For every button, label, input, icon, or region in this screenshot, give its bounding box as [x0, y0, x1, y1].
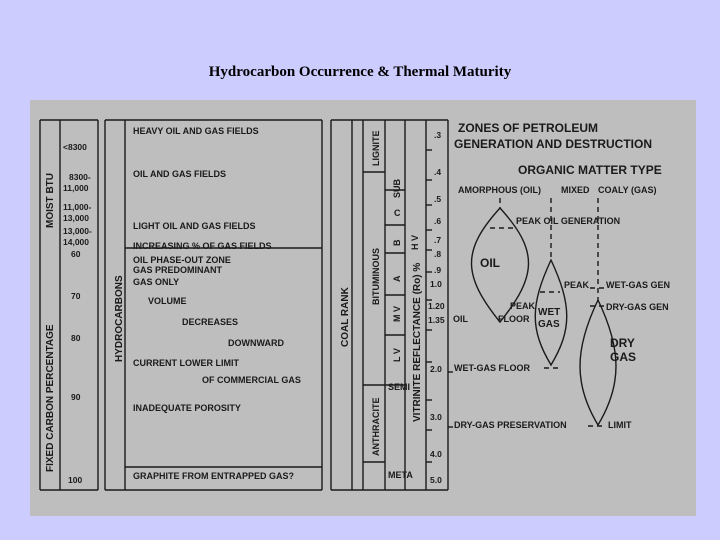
btu-value: 14,000 [63, 237, 89, 247]
ro-value: 1.0 [430, 279, 442, 289]
btu-value: <8300 [63, 142, 87, 152]
hc-entry: OF COMMERCIAL GAS [202, 375, 301, 385]
coal-b: B [392, 239, 402, 246]
fixed-carbon-axis-label: FIXED CARBON PERCENTAGE [45, 324, 56, 472]
ro-value: .7 [434, 235, 442, 245]
wet-gas-gen-label: WET-GAS GEN [606, 280, 671, 290]
wet-gas-floor-label: WET-GAS FLOOR [454, 363, 530, 373]
hc-entry: DECREASES [182, 317, 239, 327]
ro-value: .3 [434, 130, 442, 140]
wet-gas-label: GAS [538, 319, 560, 330]
ro-value: .4 [434, 167, 442, 177]
fixed-carbon-value: 90 [71, 392, 81, 402]
ro-value: 1.20 [428, 301, 445, 311]
coal-bituminous: BITUMINOUS [371, 248, 381, 305]
coal-lv: L V [392, 348, 402, 362]
ro-value: 5.0 [430, 475, 442, 485]
hc-entry: GAS PREDOMINANT [133, 265, 223, 275]
hc-entry: OIL PHASE-OUT ZONE [133, 255, 231, 265]
column-frames [40, 120, 448, 490]
zones-heading: ZONES OF PETROLEUM [458, 121, 599, 135]
ro-value: .9 [434, 265, 442, 275]
btu-value: 11,000- [63, 202, 92, 212]
oil-floor-label: OIL [453, 314, 468, 324]
hc-entry: CURRENT LOWER LIMIT [133, 358, 239, 368]
coal-hv: H V [410, 234, 420, 250]
slide-title: Hydrocarbon Occurrence & Thermal Maturity [208, 64, 512, 80]
mixed-label: MIXED [561, 185, 590, 195]
organic-matter-heading: ORGANIC MATTER TYPE [518, 163, 662, 177]
btu-value: 8300- [69, 172, 91, 182]
hc-entry: HEAVY OIL AND GAS FIELDS [133, 126, 259, 136]
oil-floor-label: FLOOR [498, 314, 530, 324]
dry-gas-label: GAS [610, 350, 637, 364]
hc-entry: GRAPHITE FROM ENTRAPPED GAS? [133, 471, 295, 481]
fixed-carbon-value: 80 [71, 333, 81, 343]
zones-heading: GENERATION AND DESTRUCTION [454, 137, 652, 151]
coal-anthracite: ANTHRACITE [371, 397, 381, 456]
hc-entry: VOLUME [148, 296, 187, 306]
peak-label: PEAK [510, 301, 536, 311]
oil-label: OIL [480, 256, 500, 270]
ro-value: 4.0 [430, 449, 442, 459]
hc-entry: INADEQUATE POROSITY [133, 403, 241, 413]
coal-lignite: LIGNITE [371, 130, 381, 166]
limit-label: LIMIT [608, 420, 632, 430]
hydrocarbons-axis-label: HYDROCARBONS [114, 275, 125, 362]
moist-btu-axis-label: MOIST BTU [45, 173, 56, 228]
amorphous-label: AMORPHOUS (OIL) [458, 185, 541, 195]
hc-entry: INCREASING % OF GAS FIELDS [133, 241, 272, 251]
fixed-carbon-value: 70 [71, 291, 81, 301]
ro-value: .6 [434, 216, 442, 226]
coaly-label: COALY (GAS) [598, 185, 657, 195]
btu-value: 13,000- [63, 226, 92, 236]
ro-value: 2.0 [430, 364, 442, 374]
coal-meta: META [388, 470, 413, 480]
fixed-carbon-value: 60 [71, 249, 81, 259]
coal-a: A [392, 275, 402, 282]
peak-label: PEAK [564, 280, 590, 290]
btu-value: 11,000 [63, 183, 89, 193]
dry-gas-preservation-label: DRY-GAS PRESERVATION [454, 420, 567, 430]
ro-value: 1.35 [428, 315, 445, 325]
hc-entry: OIL AND GAS FIELDS [133, 169, 227, 179]
hc-entry: GAS ONLY [133, 277, 180, 287]
dry-gas-gen-label: DRY-GAS GEN [606, 302, 669, 312]
coal-rank-axis-label: COAL RANK [340, 287, 351, 347]
ro-value: .8 [434, 249, 442, 259]
dry-gas-label: DRY [610, 336, 635, 350]
hc-entry: DOWNWARD [228, 338, 284, 348]
coal-sub: SUB [392, 178, 402, 198]
fixed-carbon-value: 100 [68, 475, 83, 485]
coal-mv: M V [392, 305, 402, 322]
peak-oil-generation-label: PEAK OIL GENERATION [516, 216, 621, 226]
ro-value: .5 [434, 194, 442, 204]
btu-value: 13,000 [63, 213, 89, 223]
coal-semi: SEMI [388, 382, 411, 392]
maturity-diagram [30, 100, 696, 516]
vitrinite-axis-label: VITRINITE REFLECTANCE (Ro) % [412, 262, 423, 422]
ro-value: 3.0 [430, 412, 442, 422]
wet-gas-label: WET [538, 307, 561, 318]
hc-entry: LIGHT OIL AND GAS FIELDS [133, 221, 256, 231]
coal-c: C [394, 208, 401, 218]
